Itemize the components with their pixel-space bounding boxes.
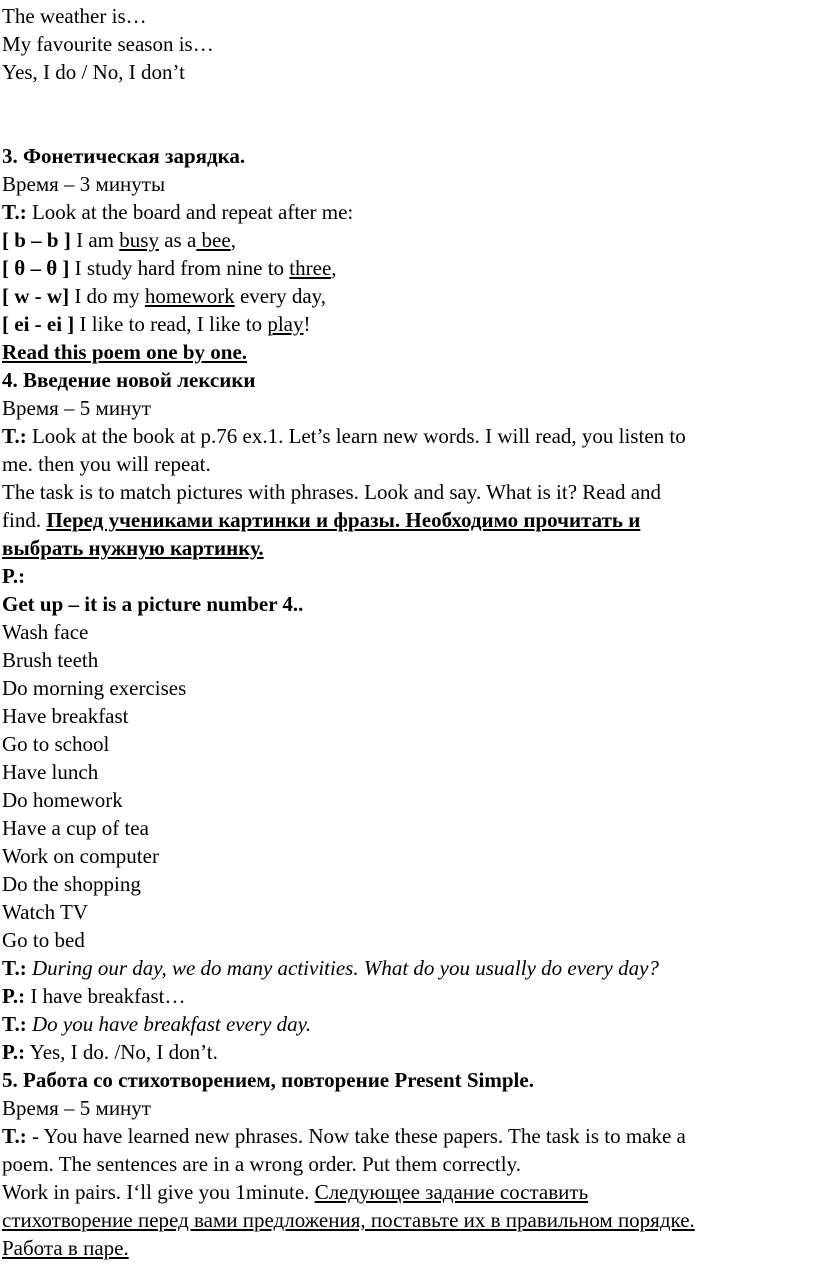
- russian-instruction: Перед учениками картинки и фразы. Необходимо прочитать и: [46, 508, 641, 532]
- dialogue-pupil-2: [2, 1038, 814, 1066]
- task-text: find.: [2, 508, 47, 532]
- teacher-label: T.:: [2, 956, 27, 980]
- section-5-teacher-line: [2, 1122, 814, 1150]
- intro-line-answer: Yes, I do / No, I don’t: [2, 60, 185, 84]
- task-line-1: The task is to match pictures with phrases. Look and say. What is it? Read and: [2, 480, 662, 504]
- phrase-text: I am: [70, 228, 120, 252]
- section-3-time: Время – 3 минуты: [2, 172, 166, 196]
- phrase-item: Do morning exercises: [2, 676, 187, 700]
- teacher-text: Look at the book at p.76 ex.1. Let’s learn new words. I will read, you listen to: [26, 424, 686, 448]
- russian-instruction-cont: выбрать нужную картинку.: [2, 536, 264, 560]
- section-4-teacher-line-2: me. then you will repeat.: [2, 452, 211, 476]
- dialogue-text: Do you have breakfast every day.: [31, 1012, 312, 1036]
- underlined-word: homework: [144, 284, 235, 308]
- phrase-item: Do homework: [2, 788, 123, 812]
- section-5-teacher-line-2: poem. The sentences are in a wrong order. Put them correctly.: [2, 1152, 521, 1176]
- dialogue-text: Yes, I do. /No, I don’t.: [25, 1040, 218, 1064]
- section-5-time: Время – 5 минут: [2, 1096, 151, 1120]
- phonetic-line-b: [2, 226, 814, 254]
- document-page: [2, 2, 814, 1262]
- sound-label: [ w - w]: [2, 284, 70, 308]
- teacher-label: T.:: [2, 1012, 27, 1036]
- sound-label: [ θ – θ ]: [2, 256, 70, 280]
- phrase-text: every day,: [234, 284, 327, 308]
- phrase-text: !: [303, 312, 311, 336]
- phrase-item: Go to school: [2, 732, 110, 756]
- phrase-item: Brush teeth: [2, 648, 99, 672]
- underlined-word: three: [289, 256, 332, 280]
- russian-task-line-3: Работа в паре.: [2, 1236, 129, 1260]
- russian-task-text: Следующее задание составить: [314, 1180, 589, 1204]
- section-4-teacher-line: [2, 422, 814, 450]
- sound-label: [ ei - ei ]: [2, 312, 75, 336]
- phonetic-line-w: [2, 282, 814, 310]
- pupil-label: P.:: [2, 1040, 26, 1064]
- teacher-text: - You have learned new phrases. Now take these papers. The task is to make a: [26, 1124, 686, 1148]
- phonetic-line-theta: [2, 254, 814, 282]
- section-5-heading: 5. Работа со стихотворением, повторение Present Simple.: [2, 1068, 534, 1092]
- phrase-item: Go to bed: [2, 928, 85, 952]
- sound-label: [ b – b ]: [2, 228, 71, 252]
- intro-line-weather: The weather is…: [2, 4, 147, 28]
- underlined-word: play: [267, 312, 304, 336]
- phrase-item: Have breakfast: [2, 704, 129, 728]
- spacer: [2, 86, 814, 142]
- teacher-text: Look at the board and repeat after me:: [26, 200, 354, 224]
- section-3-teacher-line: [2, 198, 814, 226]
- pupil-label: P.:: [2, 564, 26, 588]
- intro-line-season: My favourite season is…: [2, 32, 214, 56]
- phrase-item: Do the shopping: [2, 872, 141, 896]
- section-3-heading: 3. Фонетическая зарядка.: [2, 144, 246, 168]
- phrase-item: Watch TV: [2, 900, 88, 924]
- dialogue-text: During our day, we do many activities. What do you usually do every day?: [31, 956, 659, 980]
- phrase-item: Wash face: [2, 620, 89, 644]
- phrase-text: I study hard from nine to: [69, 256, 290, 280]
- teacher-label: T.:: [2, 1124, 27, 1148]
- dialogue-pupil-1: [2, 982, 814, 1010]
- phrase-item: Have a cup of tea: [2, 816, 149, 840]
- russian-task-line-2: стихотворение перед вами предложения, поставьте их в правильном порядке.: [2, 1208, 695, 1232]
- phrase-text: as a: [158, 228, 197, 252]
- underlined-word: bee: [196, 228, 231, 252]
- phrase-item: Work on computer: [2, 844, 159, 868]
- section-4-heading: 4. Введение новой лексики: [2, 368, 256, 392]
- task-line-2: [2, 506, 814, 534]
- phrase-text: I like to read, I like to: [74, 312, 268, 336]
- pairs-text: Work in pairs. I‘ll give you 1minute.: [2, 1180, 315, 1204]
- teacher-label: T.:: [2, 200, 27, 224]
- read-poem-instruction: Read this poem one by one.: [2, 340, 248, 364]
- phrase-item: Have lunch: [2, 760, 99, 784]
- phrase-text: ,: [331, 256, 337, 280]
- dialogue-teacher-2: [2, 1010, 814, 1038]
- underlined-word: busy: [119, 228, 159, 252]
- get-up-line: Get up – it is a picture number 4..: [2, 592, 304, 616]
- phrase-text: I do my: [69, 284, 145, 308]
- phrase-text: ,: [230, 228, 236, 252]
- pupil-label: P.:: [2, 984, 26, 1008]
- dialogue-text: I have breakfast…: [25, 984, 186, 1008]
- dialogue-teacher-1: [2, 954, 814, 982]
- section-4-time: Время – 5 минут: [2, 396, 151, 420]
- phonetic-line-ei: [2, 310, 814, 338]
- teacher-label: T.:: [2, 424, 27, 448]
- pairs-line: [2, 1178, 814, 1206]
